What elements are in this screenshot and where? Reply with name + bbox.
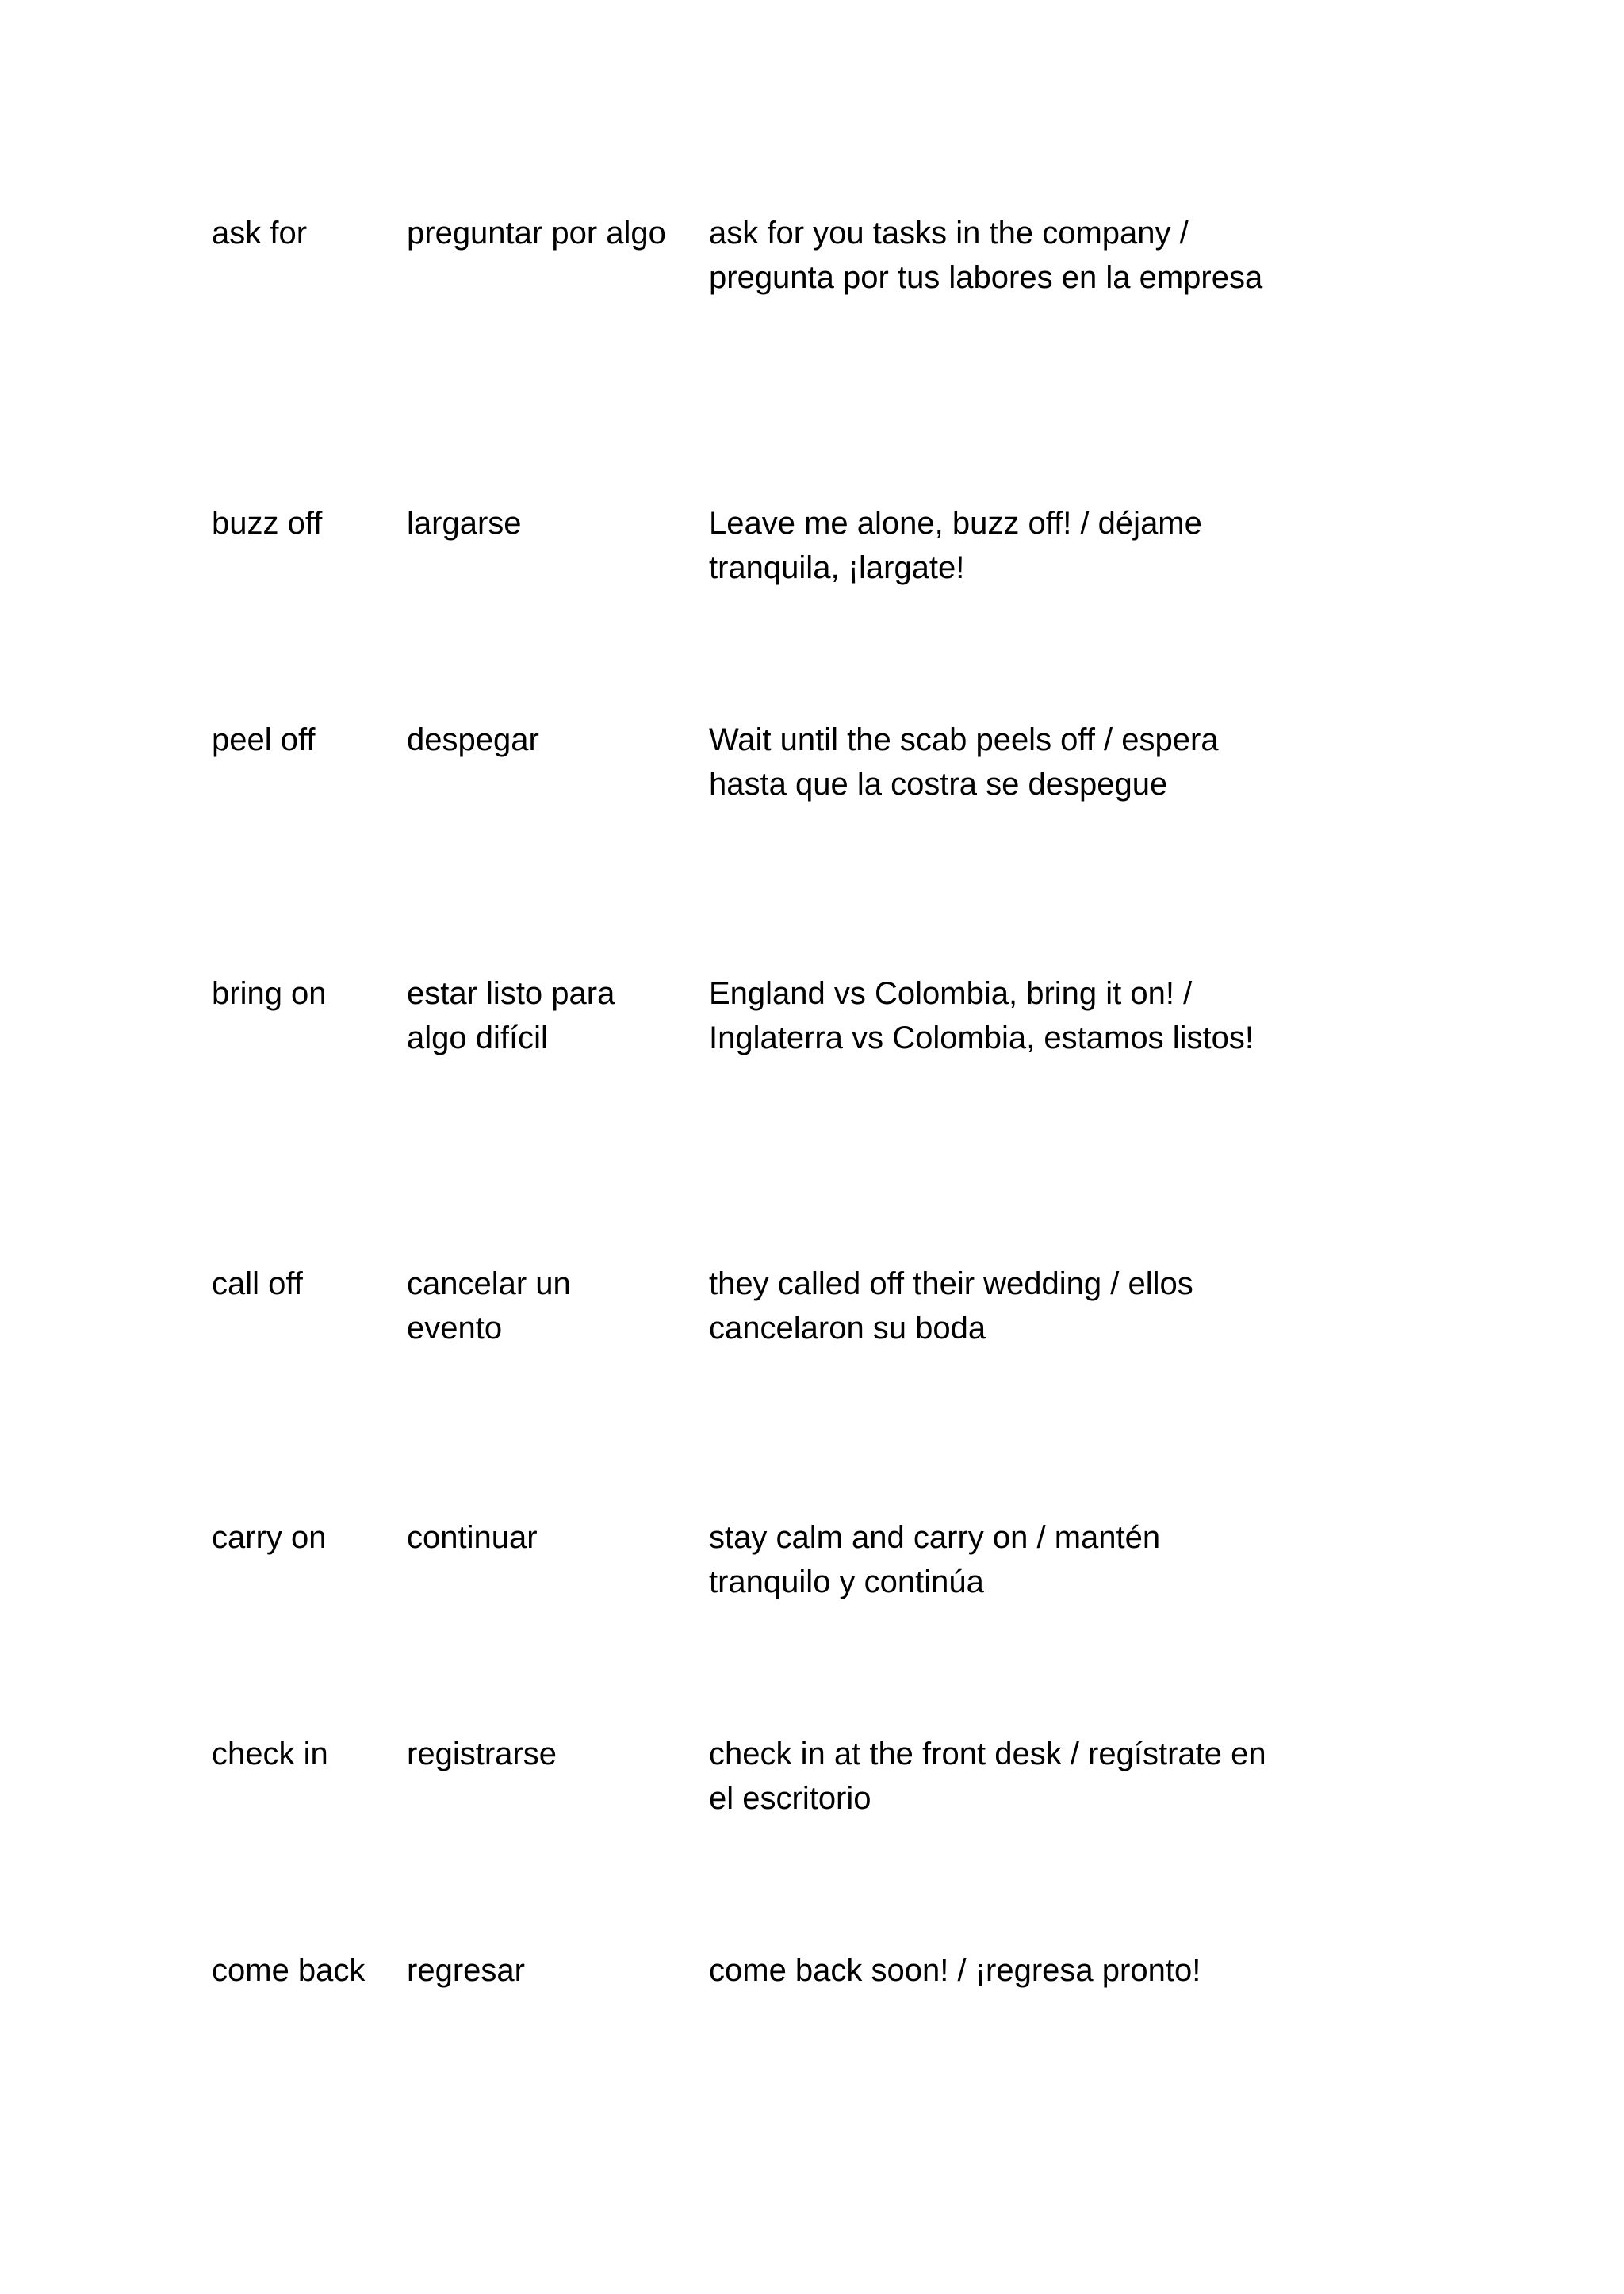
phrase: carry on [212,1520,327,1555]
example-line: they called off their wedding / ellos [709,1266,1193,1301]
example-line: Wait until the scab peels off / espera [709,722,1219,757]
example [709,1262,1391,1350]
meaning: registrarse [407,1737,557,1771]
meaning-line: algo difícil [407,1021,548,1055]
example-line: Leave me alone, buzz off! / déjame [709,506,1202,541]
example-line: Inglaterra vs Colombia, estamos listos! [709,1021,1254,1055]
meaning: regresar [407,1953,525,1988]
meaning: preguntar por algo [407,216,666,251]
meaning: largarse [407,506,522,541]
example [709,1515,1391,1604]
example-line: ask for you tasks in the company / [709,216,1189,251]
example-line: check in at the front desk / regístrate en [709,1737,1266,1771]
example [709,1732,1391,1821]
example [709,1948,1391,1993]
meaning: despegar [407,722,539,757]
example [709,971,1391,1060]
example [709,211,1391,300]
meaning-line: estar listo para [407,976,615,1011]
phrase: peel off [212,722,316,757]
example-line: come back soon! / ¡regresa pronto! [709,1953,1201,1988]
example-line: England vs Colombia, bring it on! / [709,976,1193,1011]
example-line: stay calm and carry on / mantén [709,1520,1161,1555]
example [709,718,1391,806]
example-line: hasta que la costra se despegue [709,767,1168,802]
example-line: pregunta por tus labores en la empresa [709,260,1263,295]
example-line: tranquila, ¡largate! [709,550,965,585]
meaning: continuar [407,1520,538,1555]
example-line: tranquilo y continúa [709,1564,984,1599]
phrase: check in [212,1737,328,1771]
meaning [407,971,708,1060]
meaning-line: evento [407,1311,503,1346]
example-line: cancelaron su boda [709,1311,986,1346]
example-line: el escritorio [709,1781,871,1816]
phrase: come back [212,1953,366,1988]
phrase: bring on [212,976,327,1011]
phrase: buzz off [212,506,323,541]
phrase: ask for [212,216,308,251]
meaning [407,1262,708,1350]
meaning-line: cancelar un [407,1266,571,1301]
example [709,501,1391,590]
phrase: call off [212,1266,303,1301]
